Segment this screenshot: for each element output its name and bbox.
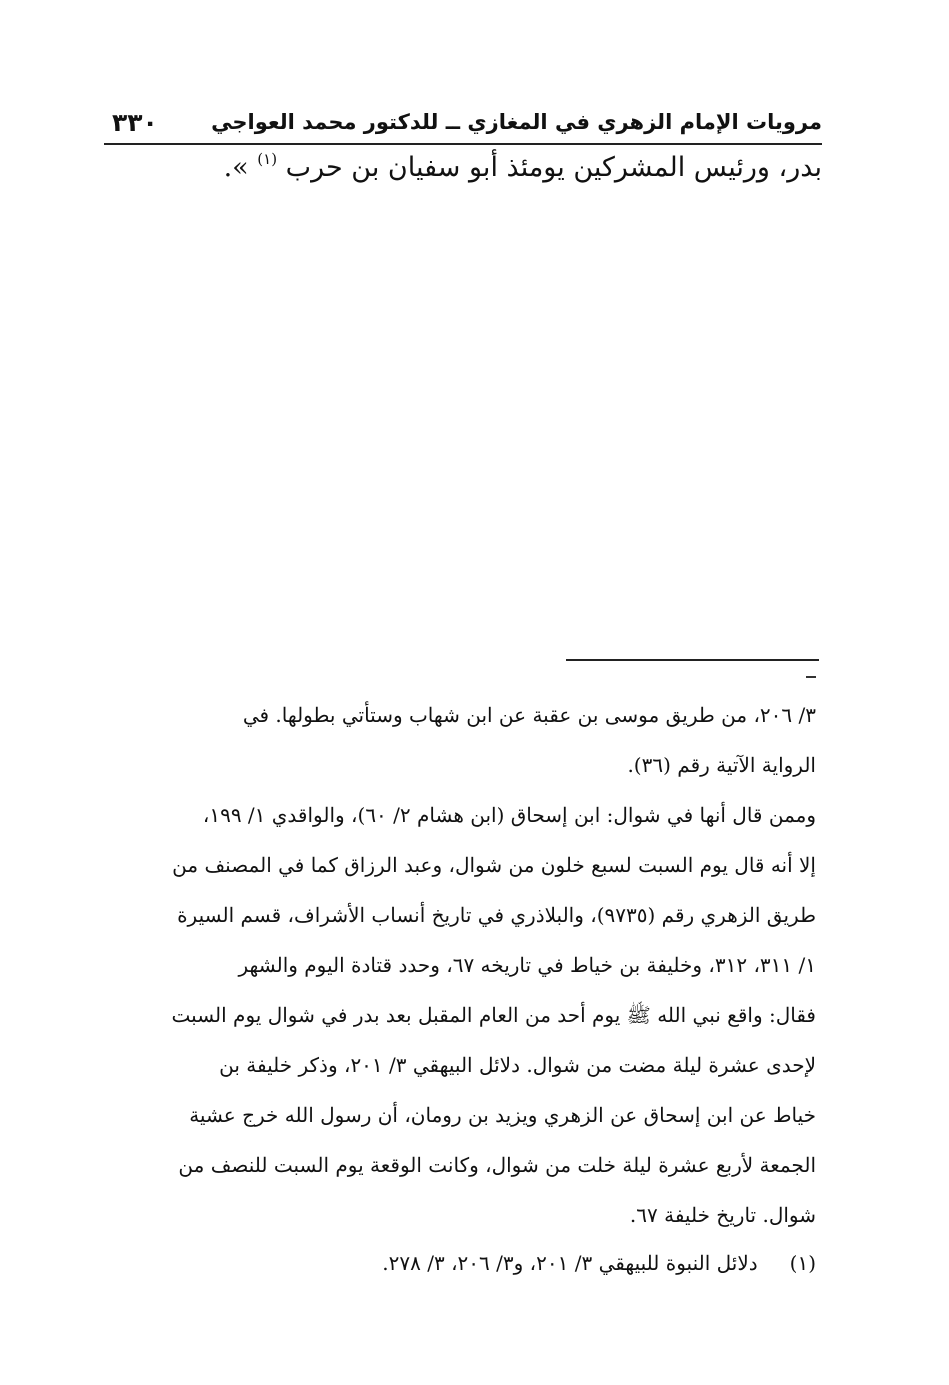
header-rule bbox=[104, 143, 822, 145]
running-header-title: مرويات الإمام الزهري في المغازي ــ للدكتور محمد العواجي bbox=[211, 110, 822, 134]
footnote-line: وممن قال أنها في شوال: ابن إسحاق (ابن هشام ٢/ ٦٠)، والواقدي ١/ ١٩٩، bbox=[202, 803, 816, 827]
footnote-separator bbox=[566, 659, 819, 661]
footnote-number: (١) bbox=[789, 1251, 816, 1275]
footnote-line: لإحدى عشرة ليلة مضت من شوال. دلائل البيهقي ٣/ ٢٠١، وذكر خليفة بن bbox=[219, 1053, 816, 1077]
footnote-line: ١/ ٣١١، ٣١٢، وخليفة بن خياط في تاريخه ٦٧، وحدد قتادة اليوم والشهر bbox=[238, 953, 816, 977]
footnote-line: ٣/ ٢٠٦، من طريق موسى بن عقبة عن ابن شهاب وستأتي بطولها. في bbox=[242, 703, 816, 727]
footnote-text: دلائل النبوة للبيهقي ٣/ ٢٠١، و٣/ ٢٠٦، ٣/ ٢٧٨. bbox=[382, 1251, 758, 1275]
footnote-line: إلا أنه قال يوم السبت لسبع خلون من شوال، وعبد الرزاق كما في المصنف من bbox=[172, 853, 816, 877]
body-text: بدر، ورئيس المشركين يومئذ أبو سفيان بن حرب bbox=[285, 152, 822, 183]
footnotes-section bbox=[104, 690, 816, 1286]
running-header bbox=[104, 108, 822, 144]
footnote-continuation bbox=[104, 690, 816, 790]
footnote-line: فقال: واقع نبي الله ﷺ يوم أحد من العام المقبل بعد بدر في شوال يوم السبت bbox=[171, 1003, 816, 1027]
footnote-line: طريق الزهري رقم (٩٧٣٥)، والبلاذري في تاريخ أنساب الأشراف، قسم السيرة bbox=[177, 903, 816, 927]
footnote-separator-mark bbox=[806, 676, 816, 678]
footnote-1 bbox=[104, 1240, 816, 1286]
footnote-line: خياط عن ابن إسحاق عن الزهري ويزيد بن رومان، أن رسول الله خرج عشية bbox=[189, 1103, 816, 1127]
page-number: ٣٣٠ bbox=[112, 108, 158, 137]
body-text-line bbox=[224, 150, 822, 183]
footnote-reference: (١) bbox=[257, 150, 278, 168]
footnote-line: الجمعة لأربع عشرة ليلة خلت من شوال، وكانت الوقعة يوم السبت للنصف من bbox=[178, 1153, 816, 1177]
footnote-paragraph bbox=[104, 790, 816, 1240]
footnote-line: شوال. تاريخ خليفة ٦٧. bbox=[629, 1203, 816, 1227]
footnote-line: الرواية الآتية رقم (٣٦). bbox=[627, 753, 816, 777]
body-text-end: ». bbox=[223, 152, 249, 183]
